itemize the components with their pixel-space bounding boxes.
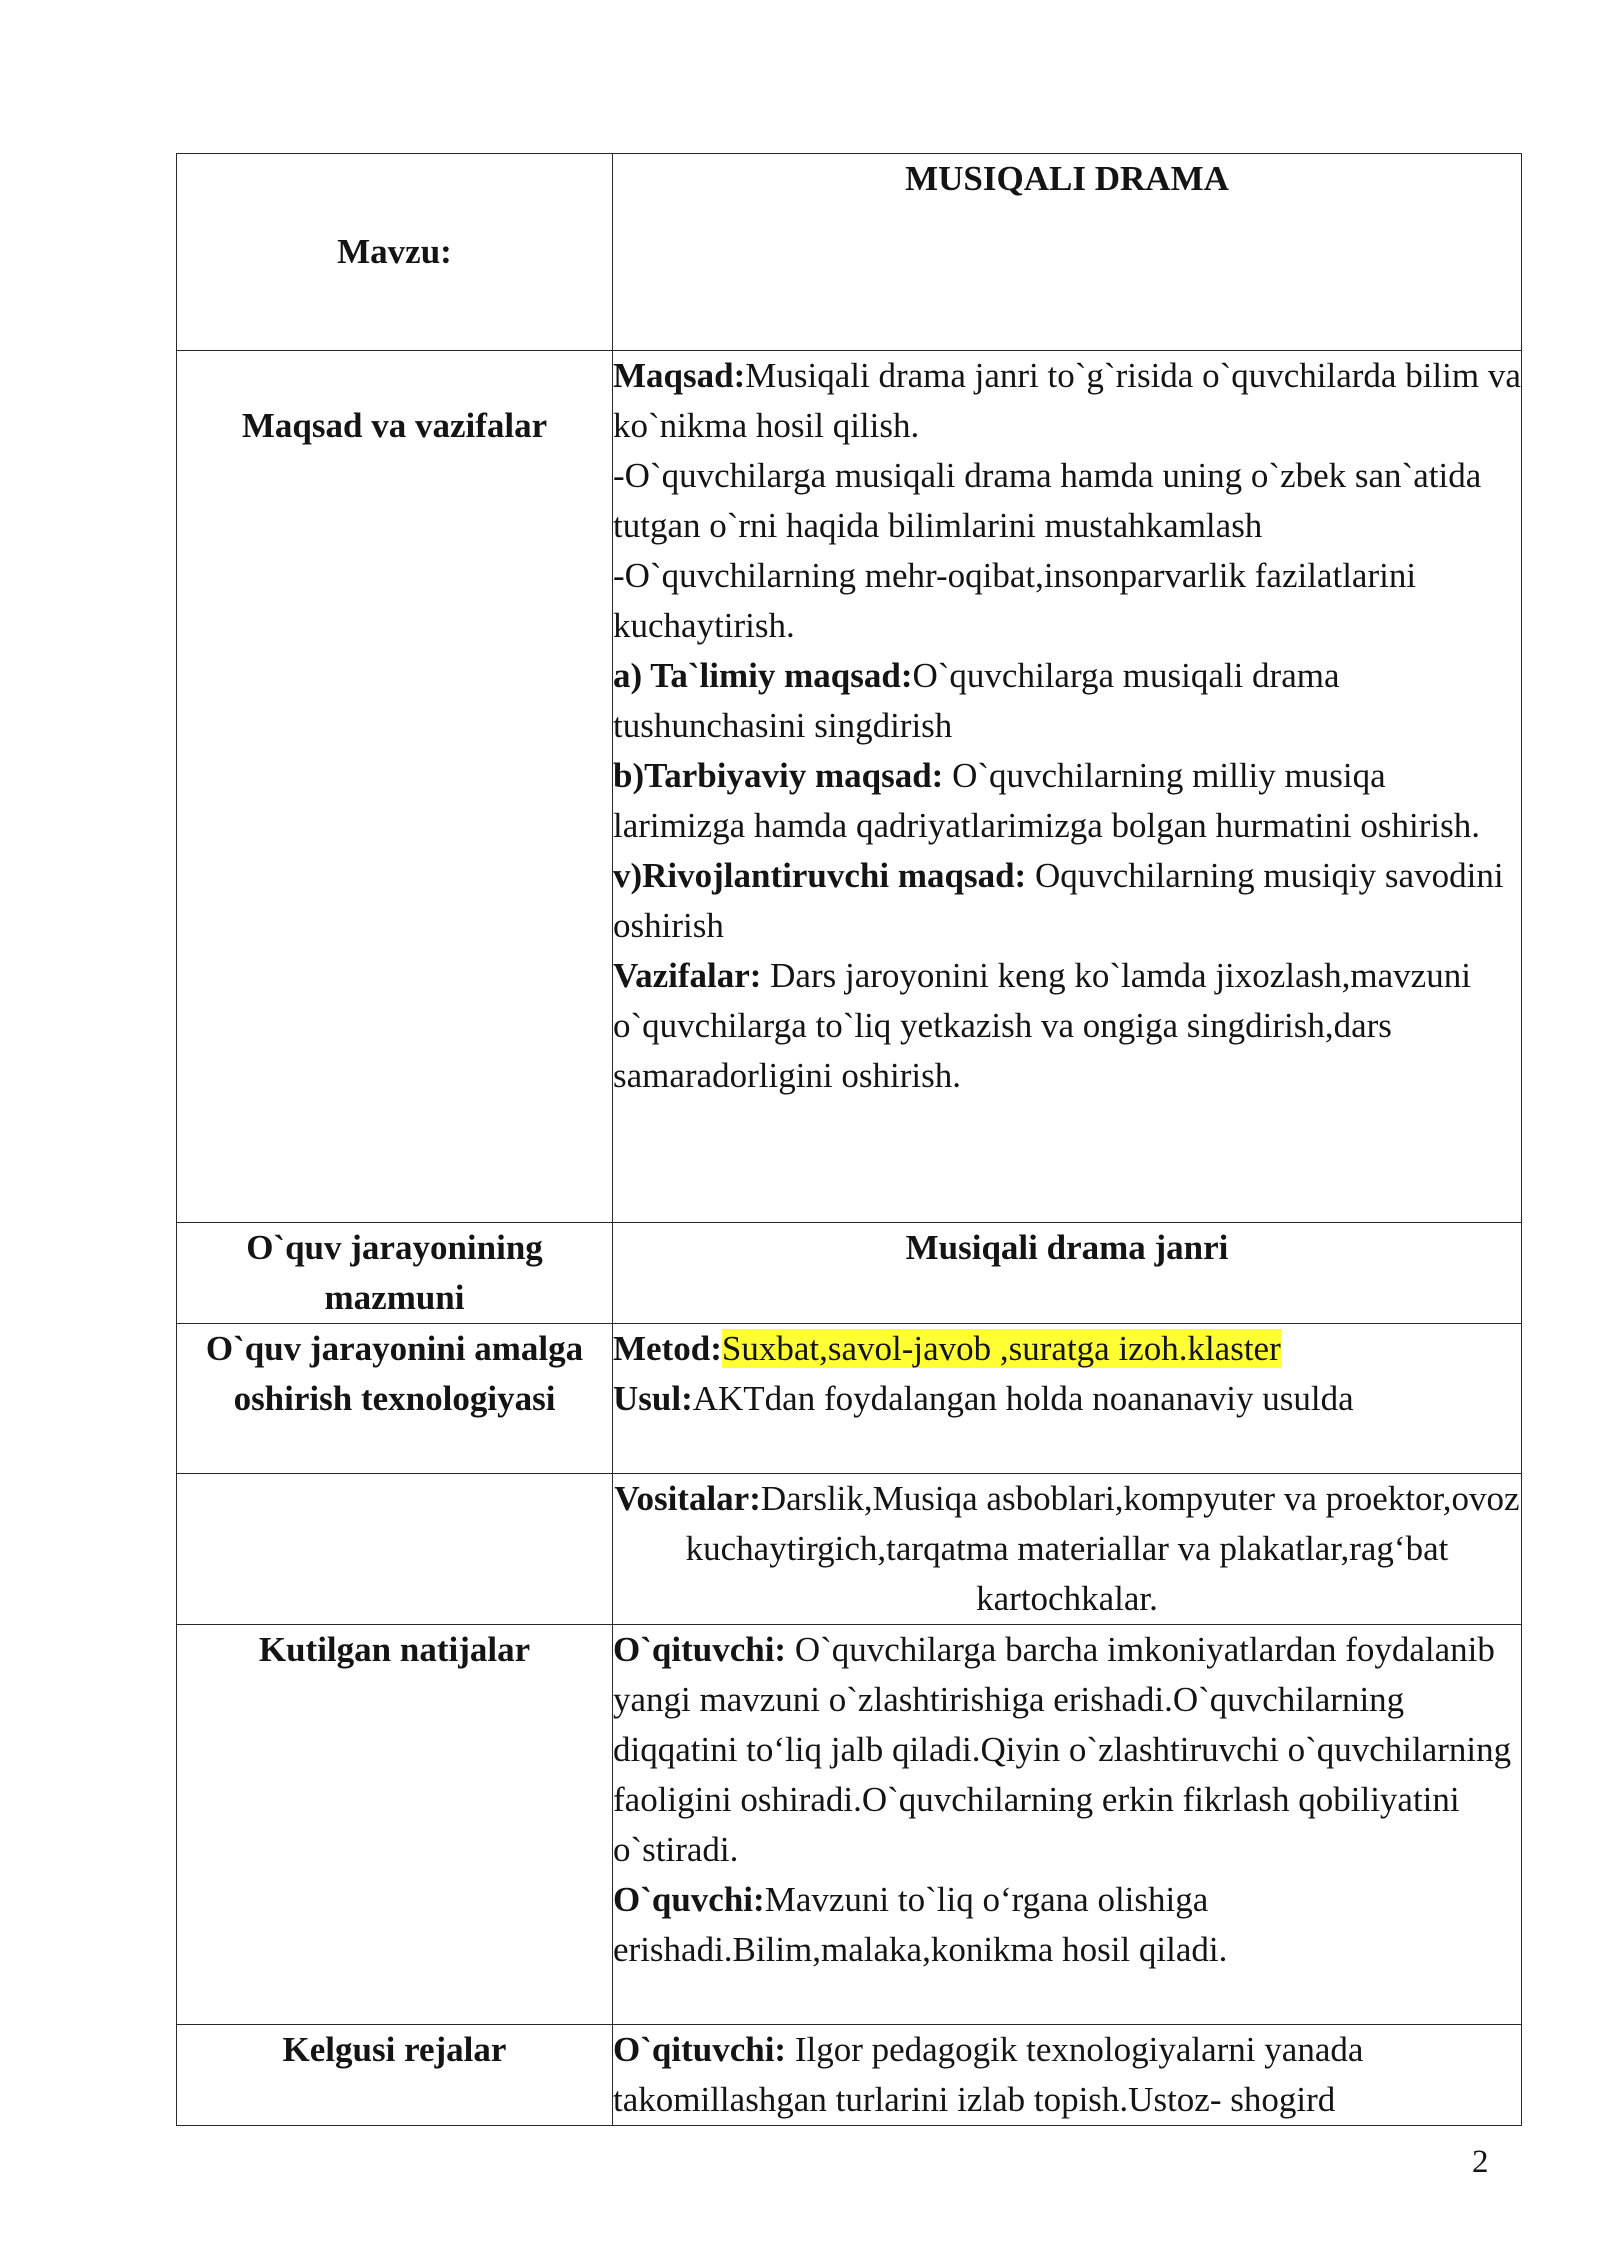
metod-text-highlighted: Suxbat,savol-javob ,suratga izoh.klaster (721, 1329, 1281, 1368)
usul-label: Usul: (613, 1379, 693, 1418)
results-teacher-paragraph (613, 1625, 1521, 1875)
plans-label-cell (177, 2025, 613, 2126)
tarbiyaviy-label: b)Tarbiyaviy maqsad: (613, 756, 944, 795)
maqsad-label: Maqsad: (613, 356, 746, 395)
metod-paragraph (613, 1324, 1521, 1374)
plans-teacher-text: Ilgor pedagogik texnologiyalarni yanada takomillashgan turlarini izlab topish.Ustoz- shogird (613, 2030, 1364, 2119)
plans-teacher-paragraph (613, 2025, 1521, 2125)
content-label-cell (177, 1223, 613, 1324)
topic-label: Mavzu: (337, 232, 452, 271)
goal-line-1: -O`quvchilarga musiqali drama hamda uning o`zbek san`atida tutgan o`rni haqida bilimlarini mustahkamlash (613, 456, 1482, 545)
results-teacher-text: O`quvchilarga barcha imkoniyatlardan foydalanib yangi mavzuni o`zlashtirishiga erishadi.O`quvchilarning diqqatini to‘liq jalb qiladi.Qiyin o`zlashtiruvchi o`quvchilarning faoligini oshiradi.O`quvchilarning erkin fikrlash qobiliyatini o`stiradi. (613, 1630, 1512, 1869)
results-teacher-label: O`qituvchi: (613, 1630, 787, 1669)
talimiy-label: a) Ta`limiy maqsad: (613, 656, 913, 695)
goal-line-2: -O`quvchilarning mehr-oqibat,insonparvarlik fazilatlarini kuchaytirish. (613, 556, 1417, 645)
vositalar-paragraph (613, 1474, 1521, 1624)
talimiy-text: O`quvchilarga musiqali drama tushunchasini singdirish (613, 656, 1340, 745)
goals-row (177, 351, 1522, 1223)
topic-row (177, 154, 1522, 351)
goals-label-cell (177, 351, 613, 1223)
results-content-cell (613, 1625, 1522, 2025)
tarbiyaviy-text: O`quvchilarning milliy musiqa larimizga hamda qadriyatlarimizga bolgan hurmatini oshirish. (613, 756, 1480, 845)
vositalar-text: Darslik,Musiqa asboblari,kompyuter va proektor,ovoz kuchaytirgich,tarqatma materiallar va plakatlar,rag‘bat kartochkalar. (685, 1479, 1520, 1618)
usul-text: AKTdan foydalangan holda noananaviy usulda (692, 1379, 1354, 1418)
topic-value: MUSIQALI DRAMA (905, 159, 1229, 198)
technology-label: O`quv jarayonini amalga oshirish texnologiyasi (205, 1329, 584, 1418)
topic-label-cell (177, 154, 613, 351)
maqsad-text: Musiqali drama janri to`g`risida o`quvchilarda bilim va ko`nikma hosil qilish. (613, 356, 1521, 445)
metod-label: Metod: (613, 1329, 722, 1368)
plans-row (177, 2025, 1522, 2126)
plans-content-cell (613, 2025, 1522, 2126)
plans-label: Kelgusi rejalar (282, 2030, 507, 2069)
rivoj-paragraph (613, 851, 1521, 951)
vazifalar-paragraph (613, 951, 1521, 1101)
results-student-text: Mavzuni to`liq o‘rgana olishiga erishadi.Bilim,malaka,konikma hosil qiladi. (613, 1880, 1228, 1969)
vositalar-label: Vositalar: (614, 1479, 761, 1518)
results-label: Kutilgan natijalar (258, 1630, 531, 1669)
results-label-cell (177, 1625, 613, 2025)
goals-content-cell (613, 351, 1522, 1223)
vazifalar-text: Dars jaroyonini keng ko`lamda jixozlash,mavzuni o`quvchilarga to`liq yetkazish va ongiga singdirish,dars samaradorligini oshirish. (613, 956, 1471, 1095)
technology-row (177, 1324, 1522, 1474)
rivoj-label: v)Rivojlantiruvchi maqsad: (613, 856, 1027, 895)
page-number: 2 (1472, 2144, 1489, 2180)
technology-label-cell (177, 1324, 613, 1474)
tools-content-cell (613, 1474, 1522, 1625)
technology-content-cell (613, 1324, 1522, 1474)
topic-value-cell (613, 154, 1522, 351)
content-value-cell (613, 1223, 1522, 1324)
vazifalar-label: Vazifalar: (613, 956, 762, 995)
content-label: O`quv jarayonining mazmuni (246, 1228, 543, 1317)
results-student-paragraph (613, 1875, 1521, 1975)
results-row (177, 1625, 1522, 2025)
tools-row (177, 1474, 1522, 1625)
tarbiyaviy-paragraph (613, 751, 1521, 851)
usul-paragraph (613, 1374, 1521, 1424)
talimiy-paragraph (613, 651, 1521, 751)
maqsad-paragraph (613, 351, 1521, 451)
content-row (177, 1223, 1522, 1324)
plans-teacher-label: O`qituvchi: (613, 2030, 787, 2069)
content-value: Musiqali drama janri (905, 1228, 1229, 1267)
results-student-label: O`quvchi: (613, 1880, 765, 1919)
lesson-plan-table (176, 153, 1522, 2126)
rivoj-text: Oquvchilarning musiqiy savodini oshirish (613, 856, 1504, 945)
tools-label-cell (177, 1474, 613, 1625)
goals-label: Maqsad va vazifalar (241, 406, 548, 445)
